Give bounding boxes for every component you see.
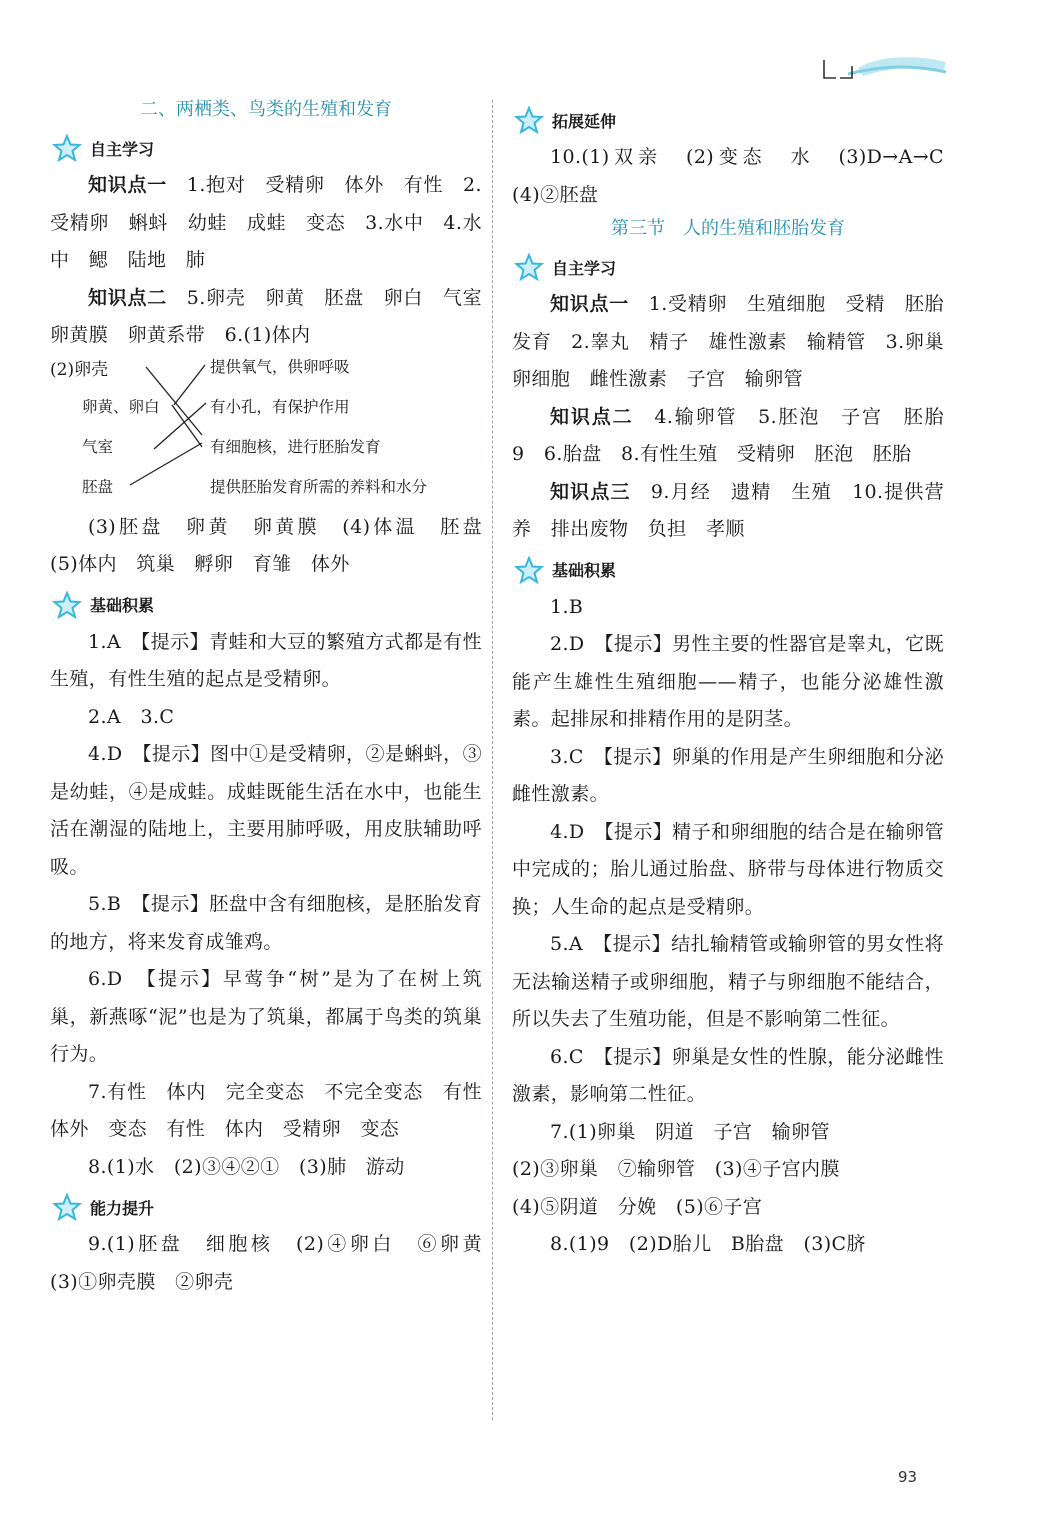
- answer-7-part3: (4)⑤阴道 分娩 (5)⑥子宫: [512, 1195, 763, 1218]
- header-wave-decoration: [818, 48, 948, 88]
- heading-jichu-jilei: [50, 588, 482, 622]
- heading-zizhu-xuexi: [512, 250, 944, 284]
- answer-4: 4.D 【提示】图中①是受精卵，②是蝌蚪，③是幼蛙，④是成蛙。成蛙既能生活在水中，也能生活在潮湿的陆地上，主要用肺呼吸，用皮肤辅助呼吸。: [50, 743, 482, 878]
- heading-text: 自主学习: [552, 258, 617, 278]
- star-icon: [50, 591, 84, 619]
- page-number: 93: [898, 1468, 918, 1486]
- kd2-answers: [50, 280, 502, 355]
- answer-9: 9.(1)胚盘 细胞核 (2)④卵白 ⑥卵黄 (3)①卵壳膜 ②卵壳: [50, 1233, 502, 1293]
- section-title-amphibians-birds: 二、两栖类、鸟类的生殖和发育: [140, 99, 392, 120]
- answer-1: 1.B: [550, 595, 584, 618]
- star-icon: [50, 1193, 84, 1221]
- heading-nengli-tisheng: [50, 1190, 482, 1224]
- answer-7-part2: (2)③卵巢 ⑦输卵管 (3)④子宫内膜: [512, 1158, 840, 1180]
- match-right-3: 有细胞核，进行胚胎发育: [210, 437, 381, 456]
- answer-4: 4.D 【提示】精子和卵细胞的结合是在输卵管中完成的；胎儿通过胎盘、脐带与母体进行物质交换；人生命的起点是受精卵。: [512, 820, 944, 918]
- answer-7: 7.有性 体内 完全变态 不完全变态 有性 体外 变态 有性 体内 受精卵 变态: [50, 1080, 502, 1140]
- match-left-germinal-disc: 胚盘: [82, 477, 114, 496]
- kd3-answers: [512, 474, 944, 549]
- kd1-answers: [512, 286, 964, 399]
- kd2-text: 5.卵壳 卵黄 胚盘 卵白 气室 卵黄膜 卵黄系带 6.(1)体内: [50, 286, 502, 346]
- answer-1: 1.A 【提示】青蛙和大豆的繁殖方式都是有性生殖，有性生殖的起点是受精卵。: [50, 630, 482, 690]
- kd1-text: 1.抱对 受精卵 体外 有性 2.受精卵 蝌蚪 幼蛙 成蛙 变态 3.水中 4.水中 鳃 陆地 肺: [50, 174, 482, 271]
- answer-7-part1: 7.(1)卵巢 阴道 子宫 输卵管: [550, 1120, 830, 1143]
- kd1-answers: [50, 167, 482, 280]
- answer-8: 8.(1)9 (2)D胎儿 B胎盘 (3)C脐: [550, 1233, 866, 1255]
- star-icon: [512, 556, 546, 584]
- answer-2: 2.D 【提示】男性主要的性器官是睾丸，它既能产生雄性生殖细胞——精子，也能分泌雄性激素。起排尿和排精作用的是阴茎。: [512, 633, 944, 730]
- answer-2-3: 2.A 3.C: [88, 705, 175, 728]
- kd2-text: 4.输卵管 5.胚泡 子宫 胚胎 9 6.胎盘 8.有性生殖 受精卵 胚泡 胚胎: [512, 405, 964, 465]
- q6-rest: (3)胚盘 卵黄 卵黄膜 (4)体温 胚盘 (5)体内 筑巢 孵卵 育雏 体外: [50, 515, 502, 575]
- star-icon: [512, 106, 546, 134]
- heading-tuozhan-yanshen: [512, 103, 944, 137]
- heading-text: 拓展延伸: [552, 111, 617, 131]
- match-right-4: 提供胚胎发育所需的养料和水分: [210, 477, 428, 496]
- match-right-2: 有小孔，有保护作用: [210, 397, 350, 416]
- heading-jichu-jilei: [512, 553, 944, 587]
- heading-text: 基础积累: [552, 561, 617, 580]
- answer-6: 6.D 【提示】早莺争“树”是为了在树上筑巢，新燕啄“泥”也是为了筑巢，都属于鸟类的筑巢行为。: [50, 968, 482, 1065]
- answer-3: 3.C 【提示】卵巢的作用是产生卵细胞和分泌雌性激素。: [512, 745, 944, 805]
- kd2-answers: [512, 399, 964, 474]
- section-title-human-reproduction: 第三节 人的生殖和胚胎发育: [611, 218, 845, 239]
- kd3-text: 9.月经 遗精 生殖 10.提供营养 排出废物 负担 孝顺: [512, 480, 944, 540]
- answer-6: 6.C 【提示】卵巢是女性的性腺，能分泌雌性激素，影响第二性征。: [512, 1045, 944, 1105]
- kd1-text: 1.受精卵 生殖细胞 受精 胚胎发育 2.睾丸 精子 雄性激素 输精管 3.卵巢 卵细胞 雌性激素 子宫 输卵管: [512, 293, 964, 390]
- heading-text: 基础积累: [90, 596, 155, 615]
- kd2-label: 知识点二: [88, 286, 167, 309]
- match-label-shell: (2)卵壳: [50, 359, 109, 380]
- answer-5: 5.A 【提示】结扎输精管或输卵管的男女性将无法输送精子或卵细胞，精子与卵细胞不能结合，所以失去了生殖功能，但是不影响第二性征。: [512, 933, 944, 1030]
- star-icon: [512, 253, 546, 281]
- kd2-label: 知识点二: [550, 405, 634, 428]
- match-left-air-chamber: 气室: [82, 437, 114, 456]
- kd3-label: 知识点三: [550, 480, 631, 503]
- match-left-yolk-albumen: 卵黄、卵白: [82, 397, 160, 416]
- heading-zizhu-xuexi: [50, 131, 482, 165]
- answer-5: 5.B 【提示】胚盘中含有细胞核，是胚胎发育的地方，将来发育成雏鸡。: [50, 893, 482, 953]
- answer-8: 8.(1)水 (2)③④②① (3)肺 游动: [88, 1155, 405, 1178]
- heading-text: 能力提升: [90, 1198, 155, 1218]
- right-column: [512, 95, 964, 1264]
- star-icon: [50, 134, 84, 162]
- kd1-label: 知识点一: [550, 293, 629, 315]
- match-right-1: 提供氧气，供卵呼吸: [210, 357, 350, 376]
- heading-text: 自主学习: [90, 139, 155, 159]
- left-column: [50, 95, 502, 1301]
- answer-10: 10.(1)双亲 (2)变态 水 (3)D→A→C (4)②胚盘: [512, 146, 964, 206]
- kd1-label: 知识点一: [88, 174, 168, 196]
- egg-structure-matching: [50, 355, 482, 505]
